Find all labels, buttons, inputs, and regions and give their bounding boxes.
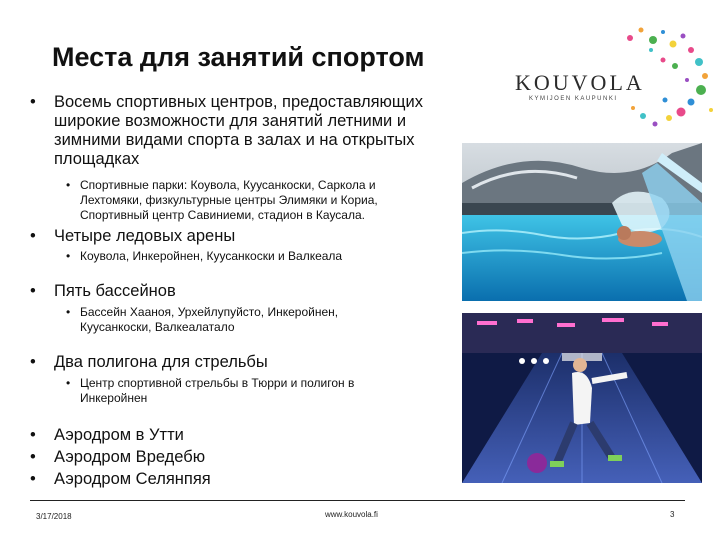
sub-bullet-line: Бассейн Хааноя, Урхейлупуйсто, Инкеройнен,: [80, 305, 339, 319]
sub-bullet-line: Лехтомяки, физкультурные центры Элимяки и Кориа,: [80, 193, 378, 207]
bullet-line: Два полигона для стрельбы: [54, 353, 268, 371]
sub-bullet-dot: •: [66, 249, 71, 263]
logo-subtext: KYMIJOEN KAUPUNKI: [529, 96, 618, 102]
bullet-line: Четыре ледовых арены: [54, 227, 236, 245]
bullet-dot: •: [30, 353, 36, 371]
bullet-line: Аэродром Селянпяя: [54, 470, 211, 488]
sub-bullet-line: Центр спортивной стрельбы в Тюрри и полигон в: [80, 376, 355, 390]
footer-divider: [30, 500, 685, 501]
sub-bullet-line: Спортивные парки: Коувола, Куусанкоски, Саркола и: [80, 178, 376, 192]
bullet-dot: •: [30, 426, 36, 444]
footer-url: www.kouvola.fi: [325, 510, 378, 519]
sub-bullet-line: Спортивный центр Савиниеми, стадион в Каусала.: [80, 208, 365, 222]
sub-bullet-dot: •: [66, 305, 71, 319]
footer-page-number: 3: [670, 510, 675, 519]
bullet-line: Восемь спортивных центров, предоставляющих: [54, 93, 423, 111]
bullet-dot: •: [30, 470, 36, 488]
bullet-line: широкие возможности для занятий летними и: [54, 112, 407, 130]
footer-date: 3/17/2018: [36, 512, 72, 521]
bullet-dot: •: [30, 93, 36, 111]
logo-wordmark: KOUVOLA: [515, 70, 645, 95]
kouvola-logo: [505, 20, 715, 140]
bullet-line: Аэродром Вредебю: [54, 448, 206, 466]
swimming-pool-photo: [462, 143, 702, 301]
bullet-dot: •: [30, 282, 36, 300]
slide-title: Места для занятий спортом: [52, 42, 425, 72]
bullet-line: Пять бассейнов: [54, 282, 176, 300]
sub-bullet-dot: •: [66, 178, 71, 192]
bullet-line: зимними видами спорта в залах и на открытых: [54, 131, 415, 149]
bullet-line: площадках: [54, 150, 140, 168]
sub-bullet-line: Инкеройнен: [80, 391, 148, 405]
sub-bullet-line: Коувола, Инкеройнен, Куусанкоски и Валкеала: [80, 249, 343, 263]
bullet-dot: •: [30, 448, 36, 466]
bowling-photo: [462, 313, 702, 483]
sub-bullet-line: Куусанкоски, Валкеалатало: [80, 320, 235, 334]
bullet-dot: •: [30, 227, 36, 245]
bullet-line: Аэродром в Утти: [54, 426, 184, 444]
sub-bullet-dot: •: [66, 376, 71, 390]
